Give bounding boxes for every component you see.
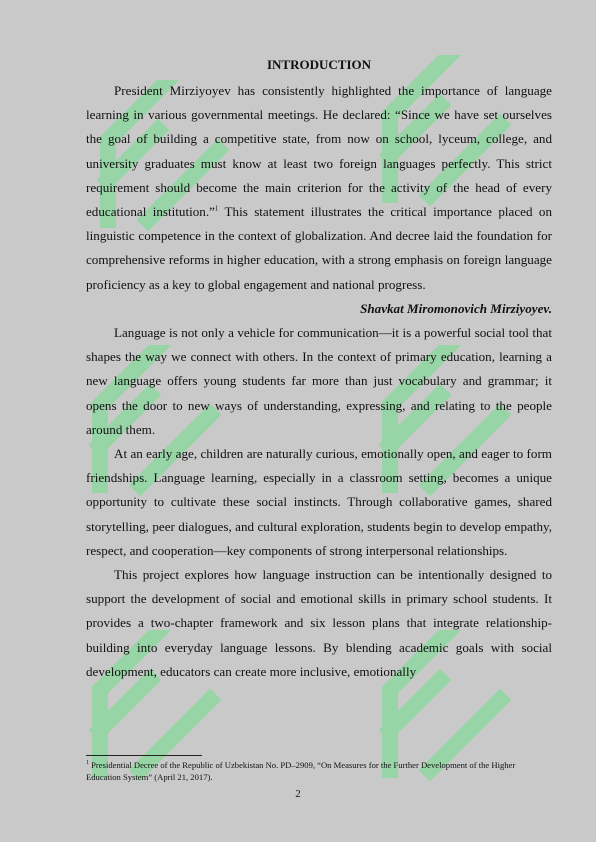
paragraph-2: Language is not only a vehicle for communication—it is a powerful social tool that shapes the way we connect with others. In the context of primary education, learning a new language offers young students far more than just vocabulary and grammar; it opens the door to new ways of understanding, expressing, and relating to the people around them. (86, 325, 552, 437)
footnote-text: Presidential Decree of the Republic of Uzbekistan No. PD–2909, “On Measures for the Further Development of the Higher Education System” (April 21, 2017). (86, 760, 516, 782)
quote-author: Shavkat Miromonovich Mirziyoyev. (360, 300, 552, 316)
paragraph-4: This project explores how language instruction can be intentionally designed to support the development of social and emotional skills in primary school students. It provides a two-chapter framework and six lesson plans that integrate relationship-building into everyday language lessons. By blending academic goals with social development, educators can create more inclusive, emotionally (86, 567, 552, 679)
paragraph-3: At an early age, children are naturally curious, emotionally open, and eager to form friendships. Language learning, especially in a classroom setting, becomes a unique opportunity to cultivate these social instincts. Through collaborative games, shared storytelling, peer dialogues, and cultural exploration, students begin to develop empathy, respect, and cooperation—key components of strong interpersonal relationships. (86, 446, 552, 558)
footnote-mark: 1 (86, 760, 89, 767)
paragraph-1-text-continued: This statement illustrates the critical importance placed on linguistic competence in the context of globalization. And decree laid the foundation for comprehensive reforms in higher education, with a strong emphasis on foreign language proficiency as a key to global engagement and national progress. (86, 204, 552, 292)
page-number: 2 (295, 788, 301, 800)
document-body (86, 56, 552, 684)
footnote-separator (86, 755, 202, 756)
footnote-reference[interactable]: 1 (214, 204, 219, 213)
footnote (86, 760, 552, 783)
paragraph-1-text: President Mirziyoyev has consistently highlighted the importance of language learning in various governmental meetings. He declared: “Since we have set ourselves the goal of building a competitive state, from now on school, lyceum, college, and university graduates must know at least two foreign languages perfectly. This strict requirement should become the main criterion for the activity of the head of every educational institution.” (86, 83, 552, 220)
paragraph-1 (86, 79, 552, 297)
section-heading: INTRODUCTION (266, 57, 371, 72)
